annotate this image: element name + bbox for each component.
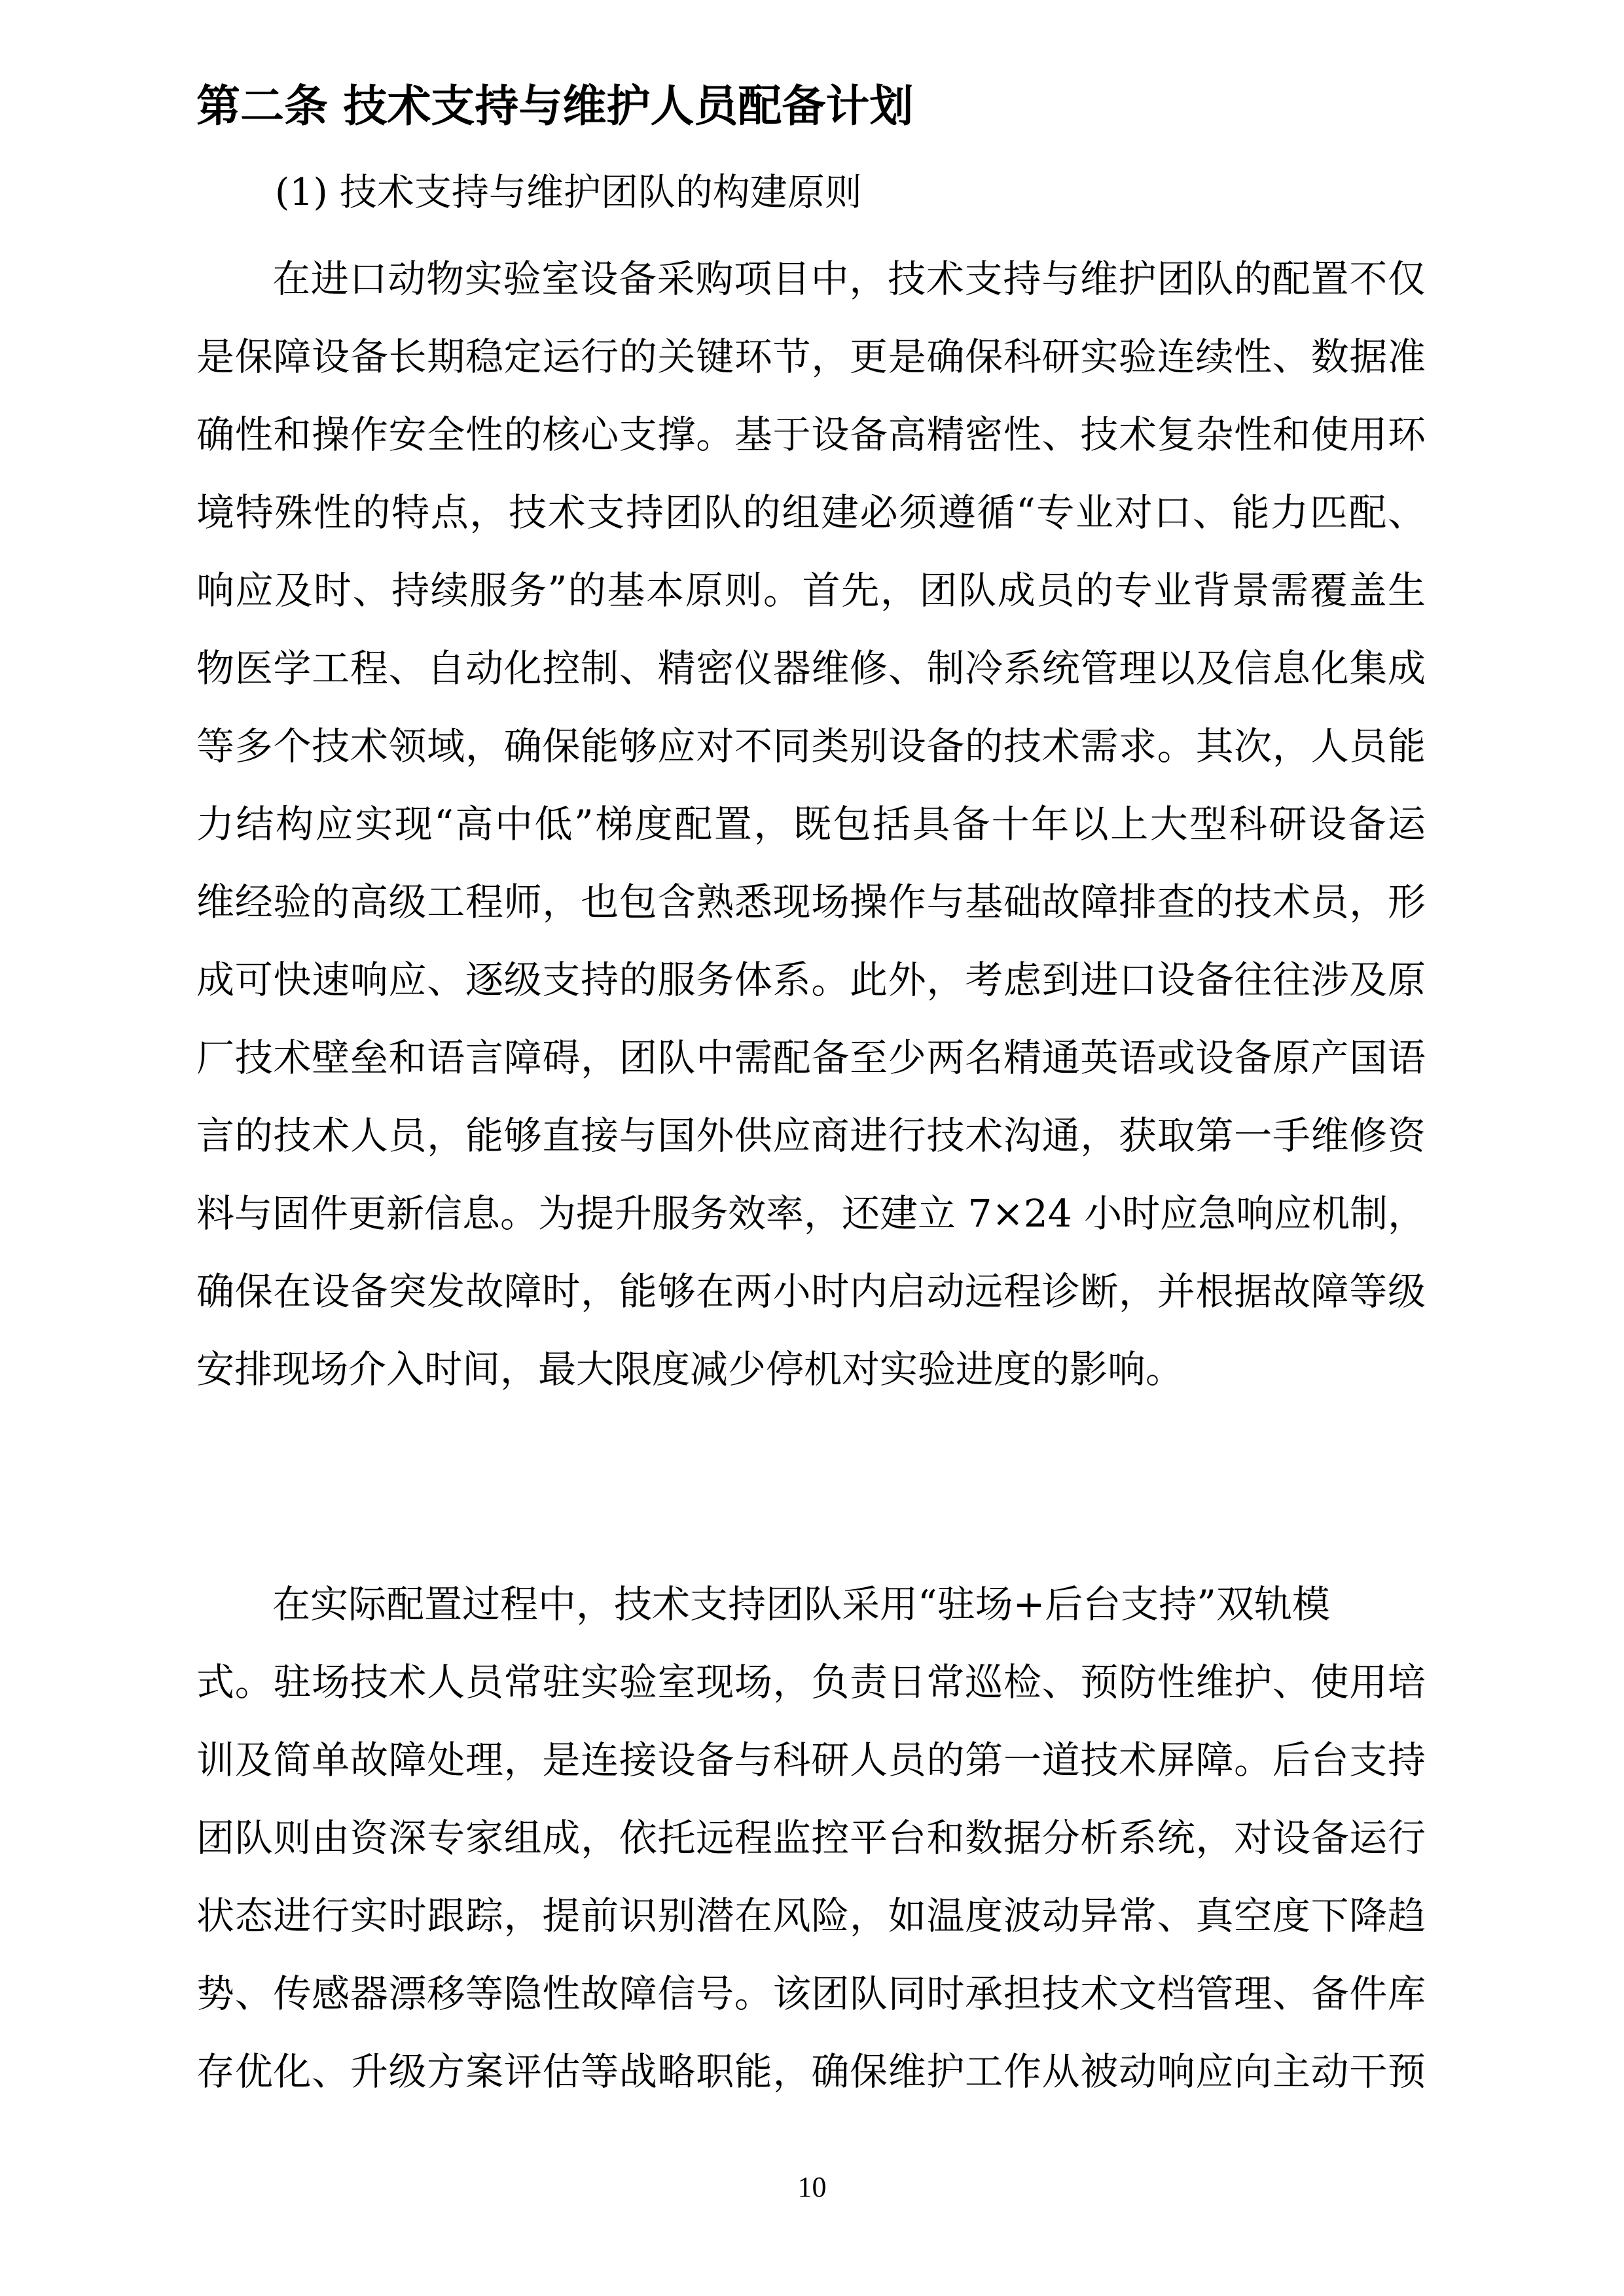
subsection-heading: (1) 技术支持与维护团队的构建原则 (275, 171, 862, 214)
text-line: 确保在设备突发故障时，能够在两小时内启动远程诊断，并根据故障等级 (196, 1269, 1426, 1314)
text-line: 存优化、升级方案评估等战略职能，确保维护工作从被动响应向主动干预 (196, 2049, 1426, 2094)
text-line: 确性和操作安全性的核心支撑。基于设备高精密性、技术复杂性和使用环 (196, 412, 1426, 457)
text-line: 训及简单故障处理，是连接设备与科研人员的第一道技术屏障。后台支持 (196, 1738, 1426, 1782)
section-heading: 第二条 技术支持与维护人员配备计划 (196, 80, 914, 132)
text-line: 境特殊性的特点，技术支持团队的组建必须遵循“专业对口、能力匹配、 (196, 490, 1426, 535)
text-line: 料与固件更新信息。为提升服务效率，还建立 7×24 小时应急响应机制， (196, 1191, 1426, 1236)
text-line: 物医学工程、自动化控制、精密仪器维修、制冷系统管理以及信息化集成 (196, 646, 1426, 691)
text-line: 言的技术人员，能够直接与国外供应商进行技术沟通，获取第一手维修资 (196, 1113, 1426, 1158)
text-line: 状态进行实时跟踪，提前识别潜在风险，如温度波动异常、真空度下降趋 (196, 1893, 1426, 1938)
text-line: 厂技术壁垒和语言障碍，团队中需配备至少两名精通英语或设备原产国语 (196, 1035, 1426, 1080)
text-line: 维经验的高级工程师，也包含熟悉现场操作与基础故障排查的技术员，形 (196, 880, 1426, 924)
text-line: 在实际配置过程中，技术支持团队采用“驻场+后台支持”双轨模 (272, 1582, 1330, 1626)
text-line: 响应及时、持续服务”的基本原则。首先，团队成员的专业背景需覆盖生 (196, 568, 1426, 613)
text-line: 力结构应实现“高中低”梯度配置，既包括具备十年以上大型科研设备运 (196, 802, 1426, 846)
text-line: 等多个技术领域，确保能够应对不同类别设备的技术需求。其次，人员能 (196, 724, 1426, 768)
text-line: 成可快速响应、逐级支持的服务体系。此外，考虑到进口设备往往涉及原 (196, 958, 1426, 1002)
text-line: 在进口动物实验室设备采购项目中，技术支持与维护团队的配置不仅 (272, 257, 1426, 301)
paragraph-2 (196, 1566, 1426, 2111)
text-line: 势、传感器漂移等隐性故障信号。该团队同时承担技术文档管理、备件库 (196, 1971, 1426, 2016)
text-line: 式。驻场技术人员常驻实验室现场，负责日常巡检、预防性维护、使用培 (196, 1660, 1426, 1704)
text-line: 团队则由资深专家组成，依托远程监控平台和数据分析系统，对设备运行 (196, 1816, 1426, 1860)
paragraph-1 (196, 240, 1426, 1408)
page-number: 10 (797, 2171, 827, 2203)
text-line: 是保障设备长期稳定运行的关键环节，更是确保科研实验连续性、数据准 (196, 334, 1426, 379)
text-line: 安排现场介入时间，最大限度减少停机对实验进度的影响。 (196, 1347, 1184, 1391)
